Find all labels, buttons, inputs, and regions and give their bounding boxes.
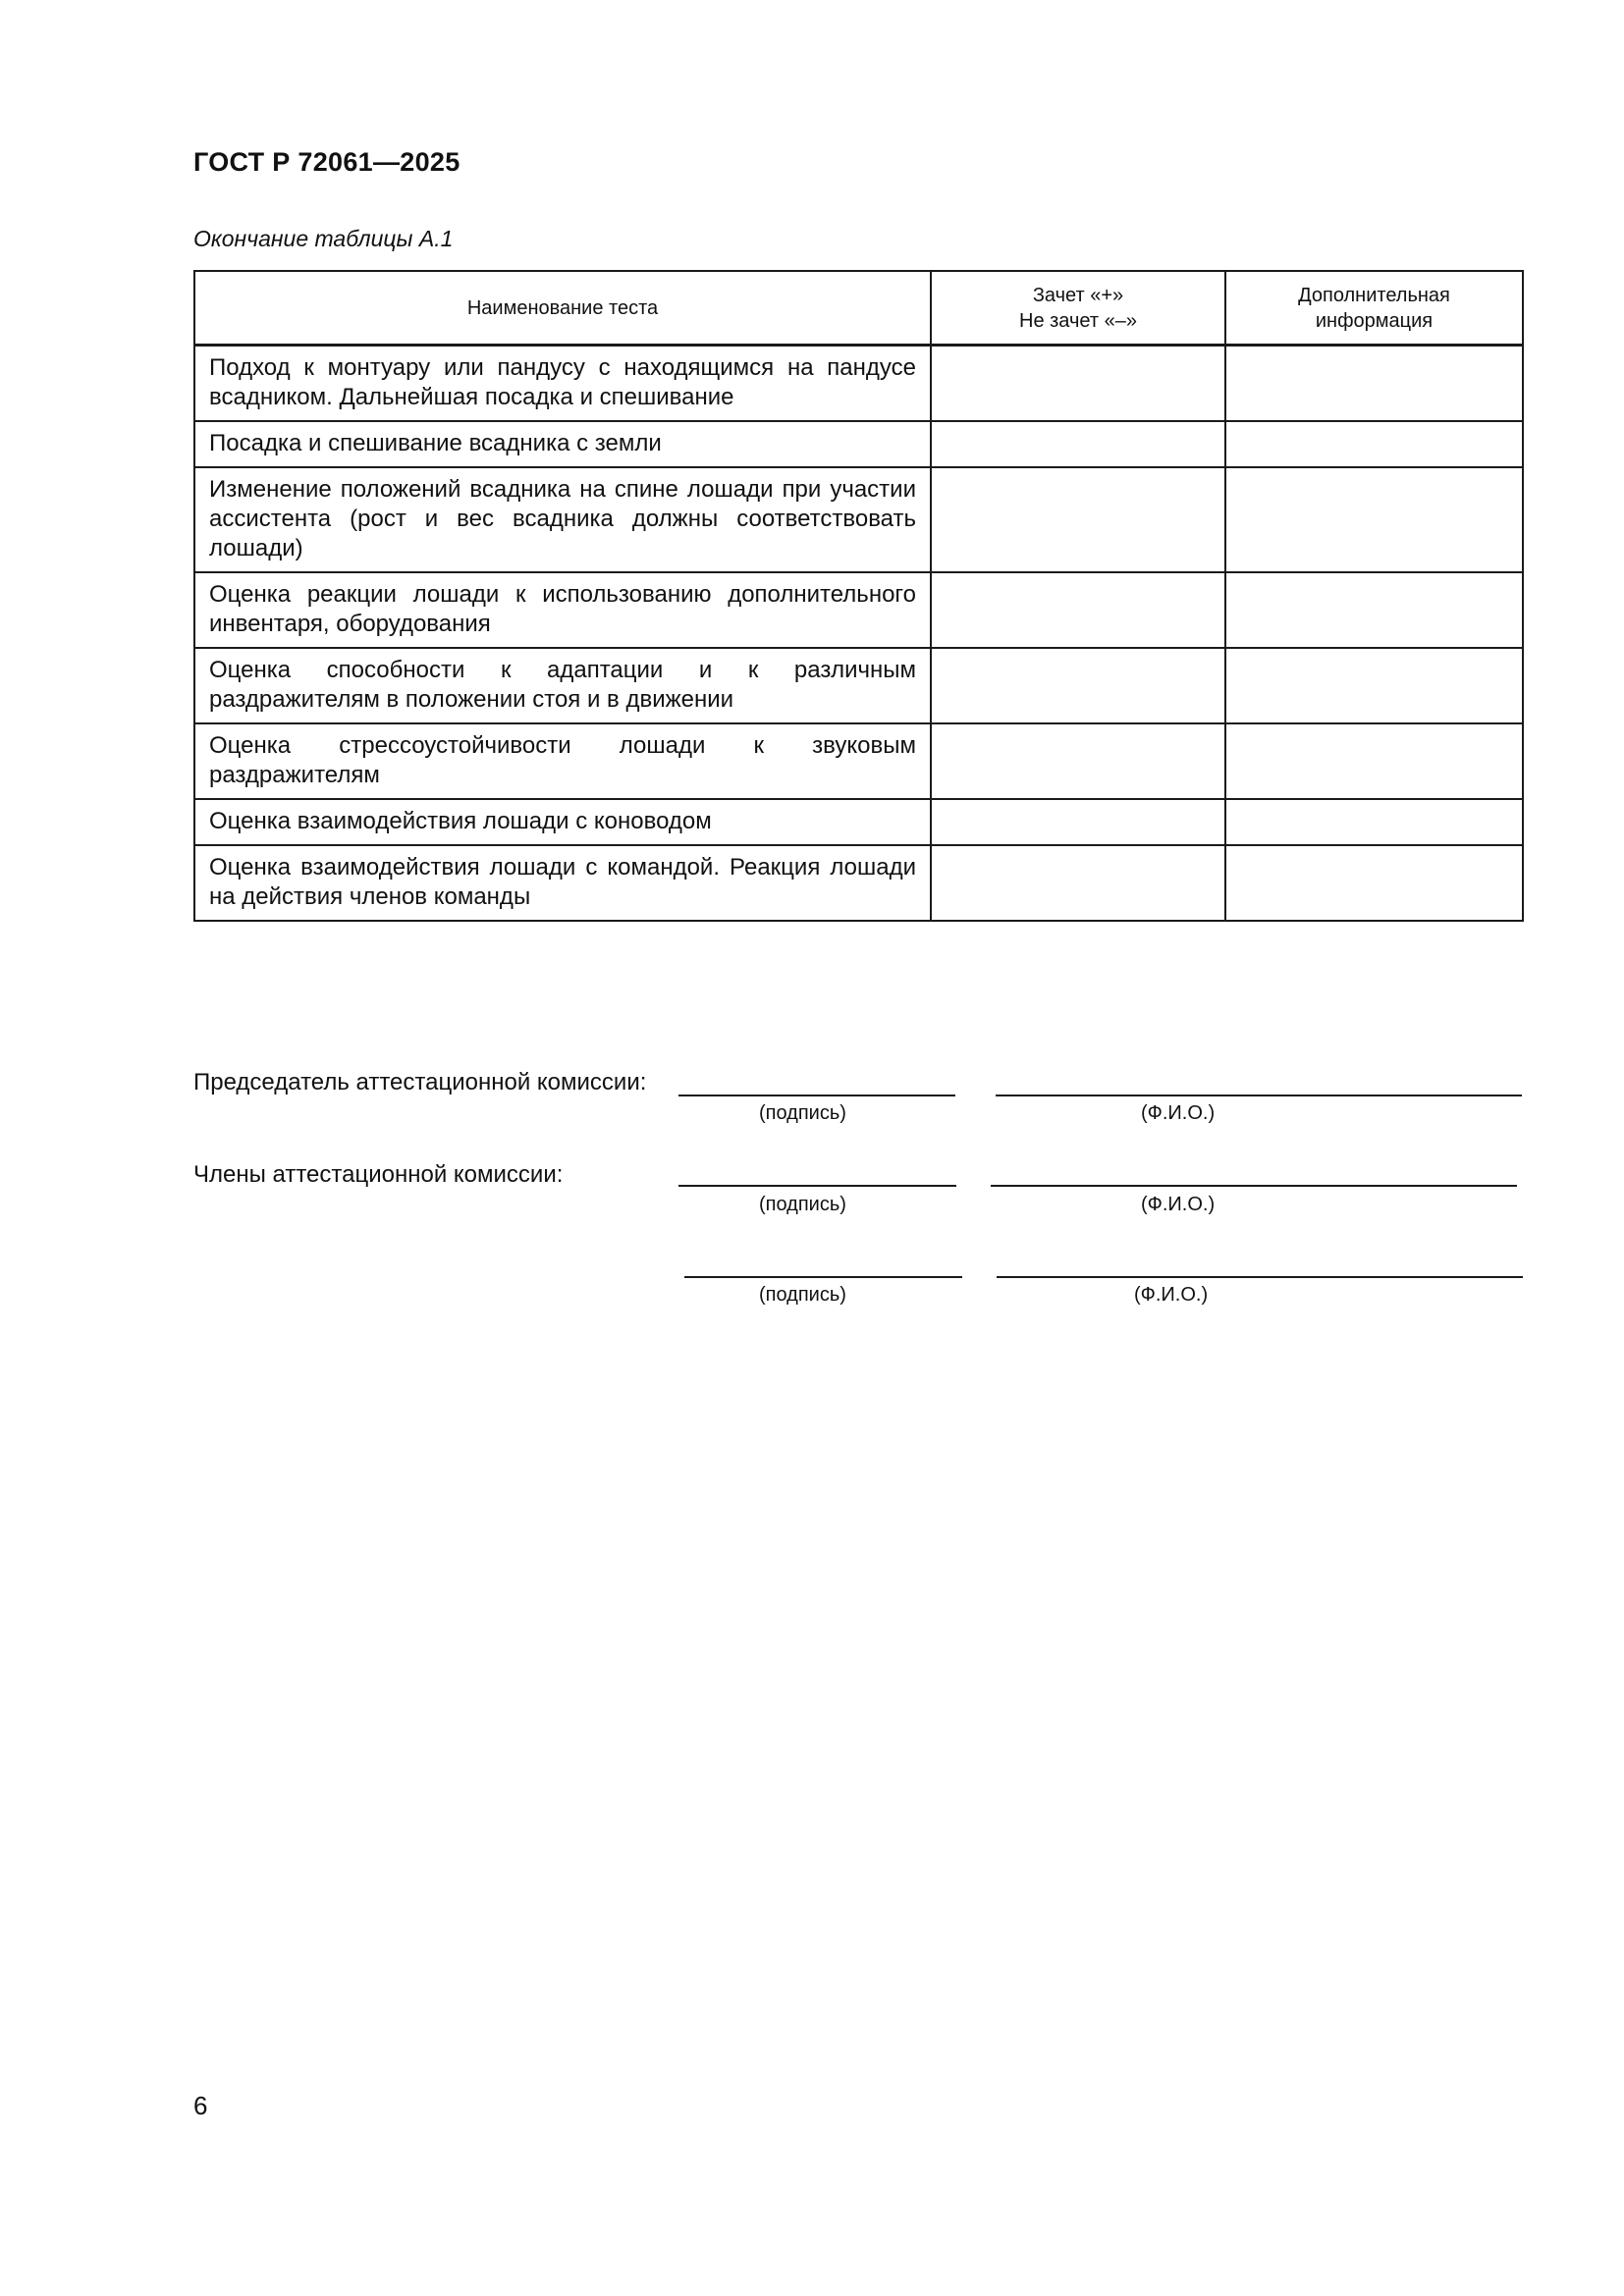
column-header-test-name — [194, 271, 931, 346]
table-header-row — [194, 271, 1523, 346]
member-2-name-line — [997, 1276, 1523, 1278]
table-row — [194, 845, 1523, 921]
info-cell — [1225, 648, 1523, 723]
test-name-cell: Изменение положений всадника на спине лошади при участии ассистента (рост и вес всадника должны соответствовать лошади) — [194, 467, 931, 572]
table-row — [194, 346, 1523, 422]
table-row — [194, 467, 1523, 572]
member-2-signature-caption: (подпись) — [759, 1284, 846, 1306]
result-cell — [931, 845, 1225, 921]
chairman-signature-caption: (подпись) — [759, 1102, 846, 1124]
table-caption: Окончание таблицы А.1 — [193, 226, 454, 251]
test-name-cell: Подход к монтуару или пандусу с находящимся на пандусе всадником. Дальнейшая посадка и спешивание — [194, 346, 931, 422]
page-number: 6 — [193, 2091, 208, 2120]
table-row — [194, 421, 1523, 467]
column-header-result-line2: Не зачет «–» — [1019, 309, 1137, 332]
chairman-name-caption: (Ф.И.О.) — [1141, 1102, 1216, 1124]
table-row — [194, 799, 1523, 845]
column-header-info-line1: Дополнительная — [1298, 284, 1450, 306]
test-name-cell: Посадка и спешивание всадника с земли — [194, 421, 931, 467]
test-name-cell: Оценка способности к адаптации и к различным раздражителям в положении стоя и в движении — [194, 648, 931, 723]
column-header-test-name-text: Наименование теста — [466, 296, 659, 319]
info-cell — [1225, 799, 1523, 845]
table-row — [194, 648, 1523, 723]
info-cell — [1225, 723, 1523, 799]
test-name-cell: Оценка взаимодействия лошади с коноводом — [194, 799, 931, 845]
table-row — [194, 723, 1523, 799]
member-1-name-caption: (Ф.И.О.) — [1141, 1194, 1216, 1215]
info-cell — [1225, 421, 1523, 467]
member-2-name-caption: (Ф.И.О.) — [1134, 1284, 1209, 1306]
test-name-cell: Оценка реакции лошади к использованию дополнительного инвентаря, оборудования — [194, 572, 931, 648]
result-cell — [931, 346, 1225, 422]
member-1-signature-line — [678, 1185, 956, 1187]
result-cell — [931, 723, 1225, 799]
info-cell — [1225, 572, 1523, 648]
test-table — [193, 270, 1524, 922]
info-cell — [1225, 845, 1523, 921]
result-cell — [931, 421, 1225, 467]
info-cell — [1225, 467, 1523, 572]
column-header-result-line1: Зачет «+» — [1032, 284, 1124, 306]
member-2-signature-line — [684, 1276, 962, 1278]
column-header-result — [931, 271, 1225, 346]
member-1-signature-caption: (подпись) — [759, 1194, 846, 1215]
column-header-info-line2: информация — [1315, 309, 1434, 332]
test-name-cell: Оценка стрессоустойчивости лошади к звуковым раздражителям — [194, 723, 931, 799]
table-row — [194, 572, 1523, 648]
chairman-label: Председатель аттестационной комиссии: — [193, 1069, 647, 1095]
result-cell — [931, 572, 1225, 648]
document-code: ГОСТ Р 72061—2025 — [193, 147, 460, 177]
chairman-signature-line — [678, 1095, 955, 1096]
chairman-name-line — [996, 1095, 1522, 1096]
test-name-cell: Оценка взаимодействия лошади с командой. Реакция лошади на действия членов команды — [194, 845, 931, 921]
result-cell — [931, 648, 1225, 723]
result-cell — [931, 467, 1225, 572]
result-cell — [931, 799, 1225, 845]
column-header-additional-info — [1225, 271, 1523, 346]
members-label: Члены аттестационной комиссии: — [193, 1161, 564, 1188]
info-cell — [1225, 346, 1523, 422]
member-1-name-line — [991, 1185, 1517, 1187]
